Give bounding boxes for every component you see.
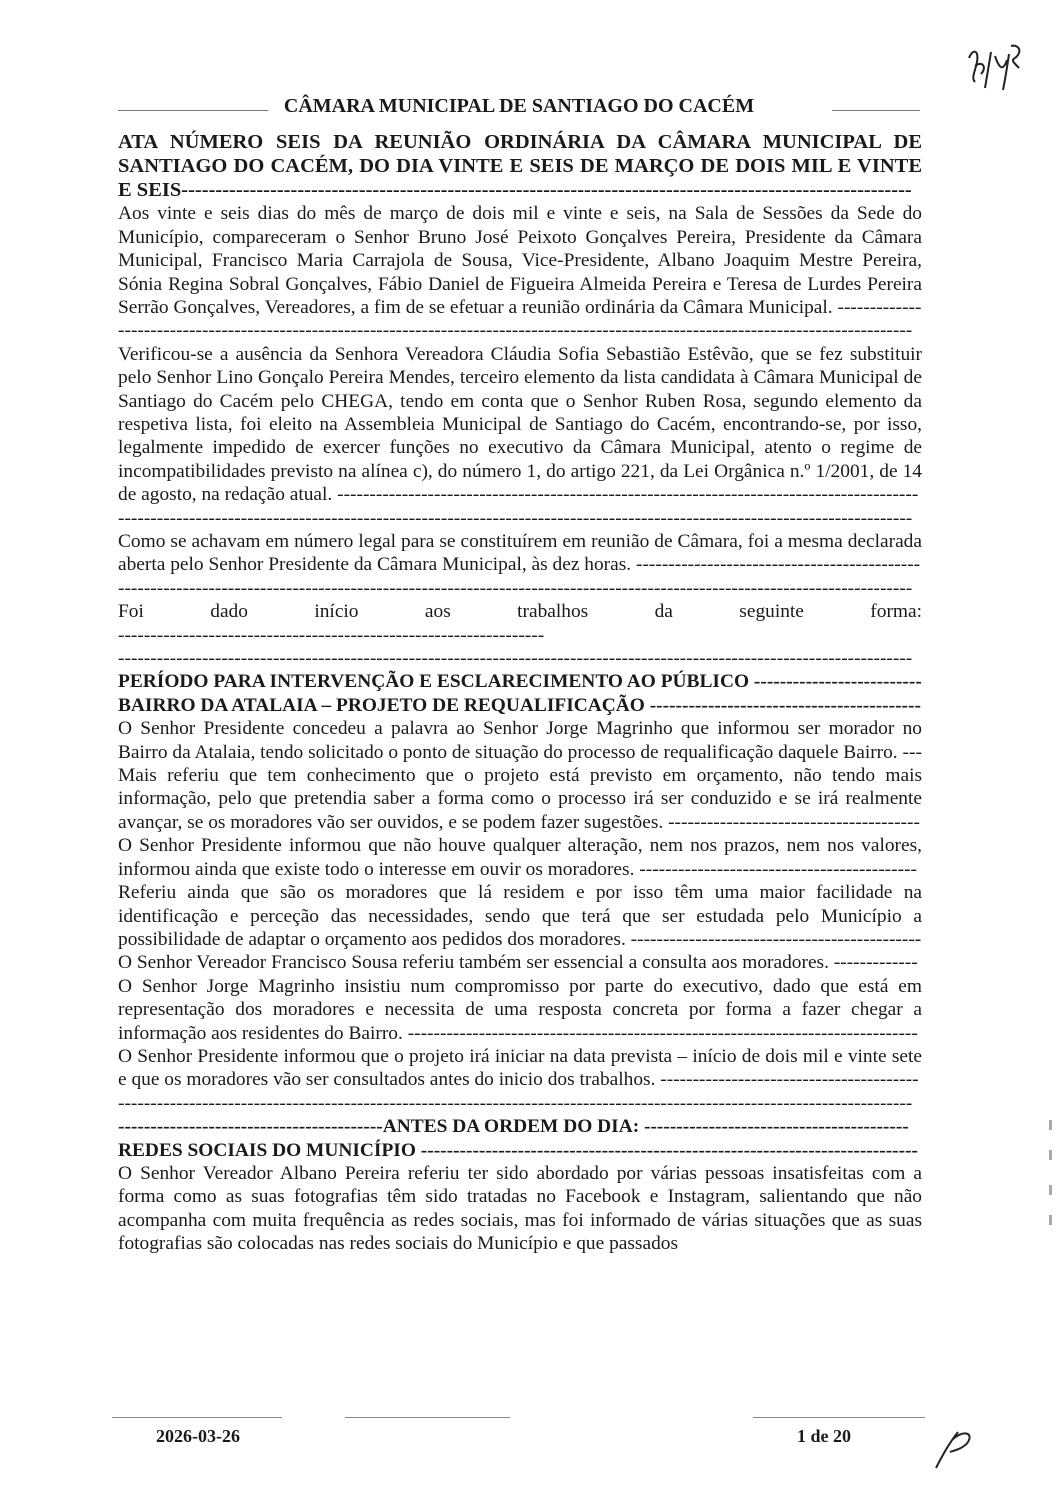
handwritten-initials [963, 38, 1033, 98]
footer-rule-left [112, 1417, 282, 1418]
section-heading-centered: -----------------------------------------ANTES DA ORDEM DO DIA: ----------------------------------------- [118, 1116, 909, 1138]
footer-rule-right [753, 1417, 925, 1418]
paragraph: O Senhor Presidente informou que não houve qualquer alteração, nem nos prazos, nem nos valores, informou ainda que existe todo o interesse em ouvir os moradores. ------------------------------------------- [118, 835, 922, 880]
paragraph: O Senhor Vereador Albano Pereira referiu ter sido abordado por várias pessoas insatisfeitas com a forma como as suas fotografias têm sido tratadas no Facebook e Instagram, salientando que não acompanha com muita frequência as redes sociais, mas foi informado de várias situações que as suas fotografias são colocadas nas redes sociais do Município e que passados [118, 1162, 922, 1255]
paragraph: Referiu ainda que são os moradores que lá residem e por isso têm uma maior facilidade na identificação e perceção das necessidades, sendo que terá que ser estudada pelo Município a possibilidade de adaptar o orçamento aos pedidos dos moradores. --------------------------------------------- [118, 882, 922, 950]
paragraph: O Senhor Jorge Magrinho insistiu num compromisso por parte do executivo, dado que está em representação dos moradores e necessita de uma resposta concreta por forma a fazer chegar a informação aos residentes do Bairro. ------------------------------------------------------------------------------- [118, 975, 922, 1044]
scan-mark [1049, 1150, 1052, 1160]
footer-rule-middle [345, 1417, 510, 1418]
paragraph: Aos vinte e seis dias do mês de março de dois mil e vinte e seis, na Sala de Sessões da Sede do Município, compareceram o Senhor Bruno José Peixoto Gonçalves Pereira, Presidente da Câmara Municipal, Francisco Maria Carrajola de Sousa, Vice-Presidente, Albano Joaquim Mestre Pereira, Sónia Regina Sobral Gonçalves, Fábio Daniel de Figueira Almeida Pereira e Teresa de Lurdes Pereira Serrão Gonçalves, Vereadores, a fim de se efetuar a reunião ordinária da Câmara Municipal. ------------- [118, 203, 922, 319]
subsection-heading: BAIRRO DA ATALAIA – PROJETO DE REQUALIFICAÇÃO ------------------------------------------ [118, 694, 921, 716]
subsection-heading: REDES SOCIAIS DO MUNICÍPIO ----------------------------------------------------------------------------- [118, 1139, 918, 1161]
paragraph: Como se achavam em número legal para se constituírem em reunião de Câmara, foi a mesma declarada aberta pelo Senhor Presidente da Câmara Municipal, às dez horas. -------------------------------------------- [118, 531, 922, 576]
document-body [118, 131, 922, 1256]
paragraph: O Senhor Presidente informou que o projeto irá iniciar na data prevista – início de dois mil e vinte sete e que os moradores vão ser consultados antes do inicio dos trabalhos. ---------------------------------------- [118, 1045, 922, 1091]
paragraph: Mais referiu que tem conhecimento que o projeto está previsto em orçamento, não tendo mais informação, pelo que pretendia saber a forma como o processo irá ser conduzido e se irá realmente avançar, se os moradores vão ser ouvidos, e se podem fazer sugestões. --------------------------------------- [118, 765, 922, 833]
page-header: CÂMARA MUNICIPAL DE SANTIAGO DO CACÉM [283, 95, 755, 117]
paragraph: Foi dado início aos trabalhos da seguinte forma: ------------------------------------------------------------------ [118, 601, 922, 646]
scan-mark [1049, 1215, 1052, 1225]
scan-mark [1049, 1120, 1052, 1130]
paragraph: Verificou-se a ausência da Senhora Vereadora Cláudia Sofia Sebastião Estêvão, que se fez substituir pelo Senhor Lino Gonçalo Pereira Mendes, terceiro elemento da lista candidata à Câmara Municipal de Santiago do Cacém pelo CHEGA, tendo em conta que o Senhor Ruben Rosa, segundo elemento da respetiva lista, foi eleito na Assembleia Municipal de Santiago do Cacém, encontrando-se, por isso, legalmente impedido de exercer funções no executivo da Câmara Municipal, atento o regime de incompatibilidades previsto na alínea c), do número 1, do artigo 221, da Lei Orgânica n.º 1/2001, de 14 de agosto, na redação atual. ------------------------------------------------------------------------------------------ [118, 343, 922, 506]
dash-line: --------------------------------------------------------------------------------------------------------------------------- [118, 577, 913, 599]
section-heading: PERÍODO PARA INTERVENÇÃO E ESCLARECIMENTO AO PÚBLICO -------------------------- [118, 671, 922, 693]
scan-mark [1049, 1185, 1052, 1195]
dash-line: --------------------------------------------------------------------------------------------------------------------------- [118, 1092, 913, 1114]
paragraph: O Senhor Presidente concedeu a palavra ao Senhor Jorge Magrinho que informou ser morador no Bairro da Atalaia, tendo solicitado o ponto de situação do processo de requalificação daquele Bairro. --- [118, 718, 922, 763]
page-number: 1 de 20 [797, 1426, 851, 1446]
footer-date: 2026-03-26 [156, 1426, 240, 1446]
handwritten-signature [928, 1424, 978, 1474]
dash-line: --------------------------------------------------------------------------------------------------------------------------- [118, 648, 913, 670]
document-title: ATA NÚMERO SEIS DA REUNIÃO ORDINÁRIA DA CÂMARA MUNICIPAL DE SANTIAGO DO CACÉM, DO DIA VINTE E SEIS DE MARÇO DE DOIS MIL E VINTE E SEIS----------------------------------------------------------------------------------------------------------- [118, 131, 922, 201]
dash-line: --------------------------------------------------------------------------------------------------------------------------- [118, 320, 913, 342]
paragraph: O Senhor Vereador Francisco Sousa referiu também ser essencial a consulta aos moradores. ------------- [118, 952, 918, 974]
dash-line: --------------------------------------------------------------------------------------------------------------------------- [118, 507, 913, 529]
